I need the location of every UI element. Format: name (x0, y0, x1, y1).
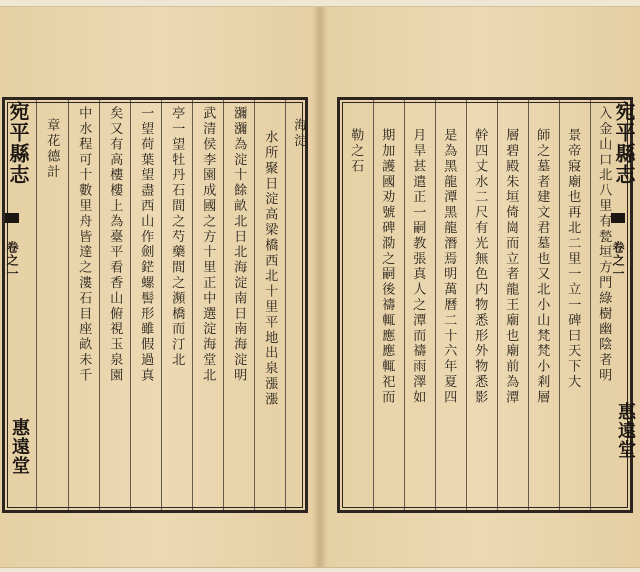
left-column-8: 章花德計 (44, 118, 60, 180)
right-column-3: 師之墓者建文君墓也又北小山梵梵小剎層 (534, 128, 550, 406)
left-column-5: 一望荷葉望盡西山作劍鋩螺髻形雖假過真 (138, 106, 154, 384)
left-book-title: 宛平縣志 (6, 101, 30, 185)
right-book-title: 宛平縣志 (612, 101, 636, 185)
book-gutter (312, 7, 328, 567)
left-column-4: 亭一望牡丹石間之芍藥間之瀕橋而汀北 (169, 106, 185, 368)
left-hall-name: 惠遠堂 (9, 418, 30, 475)
left-column-2: 瀰瀰為淀十餘畝北日北海淀南日南海淀明 (231, 106, 247, 384)
right-column-5: 幹四丈水二尺有光無色内物悉形外物悉影 (472, 128, 488, 406)
right-column-9: 勒之石 (348, 128, 364, 175)
right-juan-text: 卷之一 (611, 241, 625, 280)
right-column-6: 是為黑龍潭黑龍潛焉明萬曆二十六年夏四 (441, 128, 457, 406)
right-juan-label (610, 213, 627, 280)
right-column-4: 層碧殿朱垣倚崗而立者龍王廟也廟前為潭 (503, 128, 519, 406)
right-column-1: 入金山口北八里有甃垣方門綠樹幽陰者明 (596, 106, 612, 384)
left-juan-label (4, 213, 21, 280)
right-column-8: 期加護國劝號碑泐之嗣後禱輒應應輒祀而 (379, 128, 395, 406)
right-column-7: 月旱甚遣正一嗣教張真人之潭而禱雨澤如 (410, 128, 426, 406)
left-column-1: 水所聚日淀高梁橋西北十里平地出泉漲漲 (262, 130, 278, 408)
right-hall-name: 惠遠堂 (615, 402, 636, 459)
left-section-heading: 海淀 (291, 118, 307, 149)
left-column-7: 中水程可十數里舟皆達之漊石目座畝未千 (76, 106, 92, 384)
left-juan-text: 卷之一 (5, 241, 19, 280)
left-column-6: 矣又有高樓樓上為臺平看香山俯視玉泉園 (107, 106, 123, 384)
juan-marker-icon (611, 213, 625, 223)
right-column-2: 景帝寢廟也再北二里一立一碑曰天下大 (565, 128, 581, 390)
juan-marker-icon (5, 213, 19, 223)
left-column-3: 武清侯李園成國之方十里正中選淀海堂北 (200, 106, 216, 384)
